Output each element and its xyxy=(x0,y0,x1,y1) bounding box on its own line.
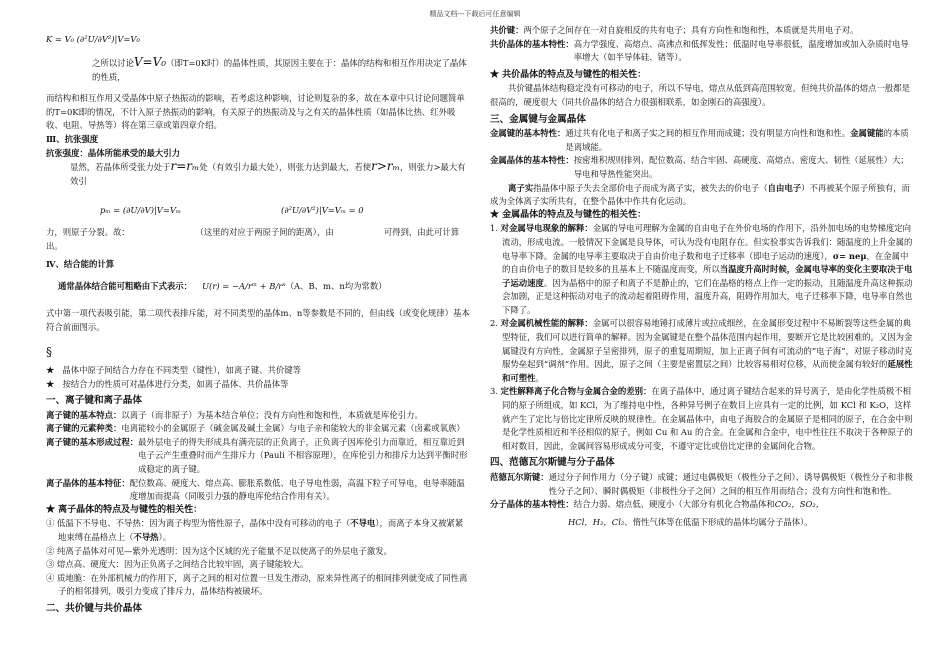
list-item: 3. 定性解释离子化合物与金属合金的差别：在离子晶体中，通过离子键结合起来的异号离子，是由化学性质极不相同的原子所组成，如 KCl，为了维持电中性，各种异号例子在数目上应具有一定的比例，如 KCl 和 K₂O，这样就产生了定比与倍比定律所反映的规律性。在金属晶体中，由电子海胶合的金属原子是相同的原子，在合金中则是化学性质相近和半径相似的原子，例如 Cu 和 Au 的合金。在金属和合金中，电中性往往不取决于各种原子的相对数目，因此，金属间容易形成成分可变，不遵守定比或倍比定律的金属间化合物。 xyxy=(490,386,913,451)
binding-energy-formula: 通常晶体结合能可粗略由下式表示： U(r) = −A/rᵐ + B/rⁿ （A、B、m、n均为常数） xyxy=(46,271,470,303)
right-column xyxy=(490,24,915,529)
star-item: ★ 按结合力的性质可对晶体进行分类，如离子晶体、共价晶体等 xyxy=(46,378,289,389)
list-item: ④ 质地脆：在外部机械力的作用下，离子之间的相对位置一旦发生滑动，原来异性离子的相间排列就变成了同性离子的相邻排列，吸引力变成了排斥力，晶体结构被破坏。 xyxy=(46,572,468,597)
metallic-bond: 金属键的基本特性： 通过共有化电子和离子实之间的相互作用而成键；没有明显方向性和饱和性。金属键能的本质是离域能。 xyxy=(490,128,909,152)
ionic-formation: 离子键的基本形成过程： 最外层电子的得失形成具有满壳层的正负离子，正负离子因库伦引力而靠近，相互靠近到电子云产生重叠时而产生排斥力（Pauli 不相容原理），在库伦引力和排斥力达到平衡时形成稳定的离子键。 xyxy=(46,436,468,475)
ion-core-paragraph: 离子实指晶体中原子失去全部价电子而成为离子实，被失去的价电子（自由电子）不再被某个原子所独有，而成为全体离子实所共有，在整个晶体中作共有化运动。 xyxy=(490,182,910,207)
formula-r-rm: r=rₘ xyxy=(170,159,200,174)
ionic-crystal: 离子晶体的基本特征： 配位数高、硬度大、熔点高、膨胀系数低、电子导电性弱，高温下粒子可导电，电导率随温度增加而提高（同吸引力强的静电库伦结合作用有关）。 xyxy=(46,477,465,502)
section-binding-energy: Ⅳ、结合能的计算 xyxy=(46,258,115,269)
star-item: ★ 晶体中原子间结合力存在不同类型（键性），如离子键、共价键等 xyxy=(46,364,302,375)
molecular-crystal: 分子晶体的基本特性： 结合力弱、熔点低、硬度小（大部分有机化合物晶体和CO₂，SO₂， xyxy=(490,499,825,510)
list-item: ③ 熔点高、硬度大：因为正负离子之间结合比较牢固，离子键能较大。 xyxy=(46,559,309,570)
formula-gases-2: HCl，H₂，Cl₂ xyxy=(568,516,625,527)
formula-gases: CO₂，SO₂， xyxy=(774,499,825,510)
formula-condition: (∂²U/∂V²)|V=Vₘ = 0 xyxy=(281,204,364,215)
paragraph-energy-terms: 式中第一项代表吸引能，第二项代表排斥能，对不同类型的晶体m、n等参数是不同的，但由线（或变化规律）基本符合前面图示。 xyxy=(46,308,470,332)
metallic-crystal: 金属晶体的基本特性： 按密堆积规则排列、配位数高、结合牢固、高硬度、高熔点、密度大、韧性（延展性）大；导电和导热性能突出。 xyxy=(490,155,909,179)
left-column xyxy=(46,24,470,617)
list-item: 1. 对金属导电现象的解释：金属的导电可理解为金属的自由电子在外价电场的作用下，沿外加电场的电势梯度定向流动，形成电流。一般情况下金属是良导体，可认为没有电阻存在。但实验事实告诉我们：随温度的上升金属的电导率下降。金属的电导率主要取决于自由价电子数和电子迁移率（即电子运动的速度），σ= neμ，在金属中的自由价电子的数目是较多的且基本上不随温度而变，所以当温度升高时时候，金属电导率的变化主要取决于电子运动速度。因为晶格中的原子和离子不是静止的，它们在晶格的格点上作一定的振动，且随温度升高这种振动会加剧，正是这种振动对电子的流动起着阻碍作用，温度升高，阻碍作用加大，电子迁移率下降，电导率自然也下降了。 xyxy=(490,223,913,315)
list-item: ② 纯离子晶体对可见—紫外光透明：因为这个区域的光子能量不足以使离子的外层电子激发。 xyxy=(46,545,393,556)
ionic-features-heading: ★ 离子晶体的特点及与键性的相关性： xyxy=(46,504,203,515)
list-item: ① 低温下不导电、不导热：因为离子构型为惰性原子，晶体中没有可移动的电子（不导电），而离子本身又被紧紧地束缚在晶格点上（不导热）。 xyxy=(46,518,464,543)
section-tensile: Ⅲ、抗张强度 xyxy=(46,133,99,144)
section-metallic: 三、金属键与金属晶体 xyxy=(490,113,586,125)
bulk-modulus-formula xyxy=(46,24,470,56)
tensile-definition: 抗张强度：晶体所能承受的最大引力 xyxy=(46,147,180,158)
paragraph-thermal: 而结构和相互作用又受晶体中原子热振动的影响，若考虑这种影响，讨论则复杂的多，故在本章中只讨论问题简单的T=0K即的情况，不计入原子热振动的影响，有关原子的热振动及与之有关的晶体性质（如晶体比热、红外吸收、电阻、导热等）将在第三章或第四章介绍。 xyxy=(46,93,465,131)
paragraph-split: 力，则原子分裂。故： （这里的对应于两原子间的距离），由 可得到，由此可计算出。 xyxy=(46,227,460,251)
paragraph-tension: 显然，若晶体所受张力处于r=rₘ处（有效引力最大处），则张力达到最大，若使r>rₘ，则张力>最大有效引 xyxy=(70,159,466,186)
covalent-features-paragraph: 共价键晶体结构稳定没有可移动的电子，所以不导电，熔点从低到高范围较宽，但纯共价晶体的熔点一般都是很高的，硬度很大（同共价晶体的结合力很强相联系，如金刚石的高强度）。 xyxy=(490,83,910,107)
vdw-bond: 范德瓦尔斯键： 通过分子间作用力（分子键）成键；通过电偶极矩（极性分子之间）、诱导偶极矩（极性分子和非极性分子之间）、瞬时偶极矩（非极性分子之间）之间的相互作用而结合；没有方向性和饱和性。 xyxy=(490,472,913,496)
formula-r-gt-rm: r>rₘ xyxy=(371,159,400,174)
covalent-crystal: 共价晶体的基本特性： 高力学强度、高熔点、高沸点和低挥发性；低温时电导率很低，温度增加或加入杂质时电导率增大（如半导体硅、锗等）。 xyxy=(490,38,909,63)
ionic-elements: 离子键的元素种类： 电离能较小的金属原子（碱金属及碱土金属）与电子亲和能较大的非金属元素（卤素或氧族） xyxy=(46,423,465,434)
ionic-basic: 离子键的基本特点： 以离子（而非原子）为基本结合单位；没有方向性和饱和性，本质就是库伦引力。 xyxy=(46,409,423,420)
section-mark: § xyxy=(46,345,52,360)
formula-k: K = V₀ (∂²U/∂V²)|V=V₀ xyxy=(46,34,140,45)
covalent-features-heading: ★ 共价晶体的特点及与键性的相关性： xyxy=(490,69,647,80)
formula-u: U(r) = −A/rᵐ + B/rⁿ xyxy=(202,281,286,292)
molecular-crystal-cont: HCl，H₂，Cl₂、惰性气体等在低温下形成的晶体均属分子晶体）。 xyxy=(568,516,813,527)
section-covalent: 二、共价键与共价晶体 xyxy=(46,603,142,614)
formula-pm: pₘ = (∂U/∂V)|V=Vₘ xyxy=(100,204,182,215)
metallic-features-heading: ★ 金属晶体的特点及与键性的相关性： xyxy=(490,209,647,220)
formula-v0: V=V₀ xyxy=(133,55,167,69)
list-item: 2. 对金属机械性能的解释：金属可以很容易地锤打成薄片或拉成细丝，在金属形变过程中不易断裂等这些金属的典型特征，我们可以进行简单的解释。因为金属键是在整个晶体范围内起作用，要断开它是比较困难的。又因为金属键没有方向性，金属原子呈密排列，原子的重复周期短，加上正离子间有可流动的“电子海”，对原子移动时克服势垒起到“调剂”作用。因此，原子之间（主要是密置层之间）比较容易相对位移，从而使金属有较好的延展性和可塑性。 xyxy=(490,318,913,383)
covalent-bond: 共价键： 两个原子之间存在一对自旋相反的共有电子；具有方向性和饱和性，本质就是共用电子对。 xyxy=(490,25,859,35)
paragraph-why-t0: 之所以讨论V=V₀（即T=0K时）的晶体性质，其原因主要在于：晶体的结构和相互作用决定了晶体的性质， xyxy=(92,55,467,82)
page-header: 精品文档---下载后可任意编辑 xyxy=(429,10,521,18)
section-vdw: 四、范德瓦尔斯键与分子晶体 xyxy=(490,457,615,469)
section-ionic: 一、离子键和离子晶体 xyxy=(46,395,142,407)
